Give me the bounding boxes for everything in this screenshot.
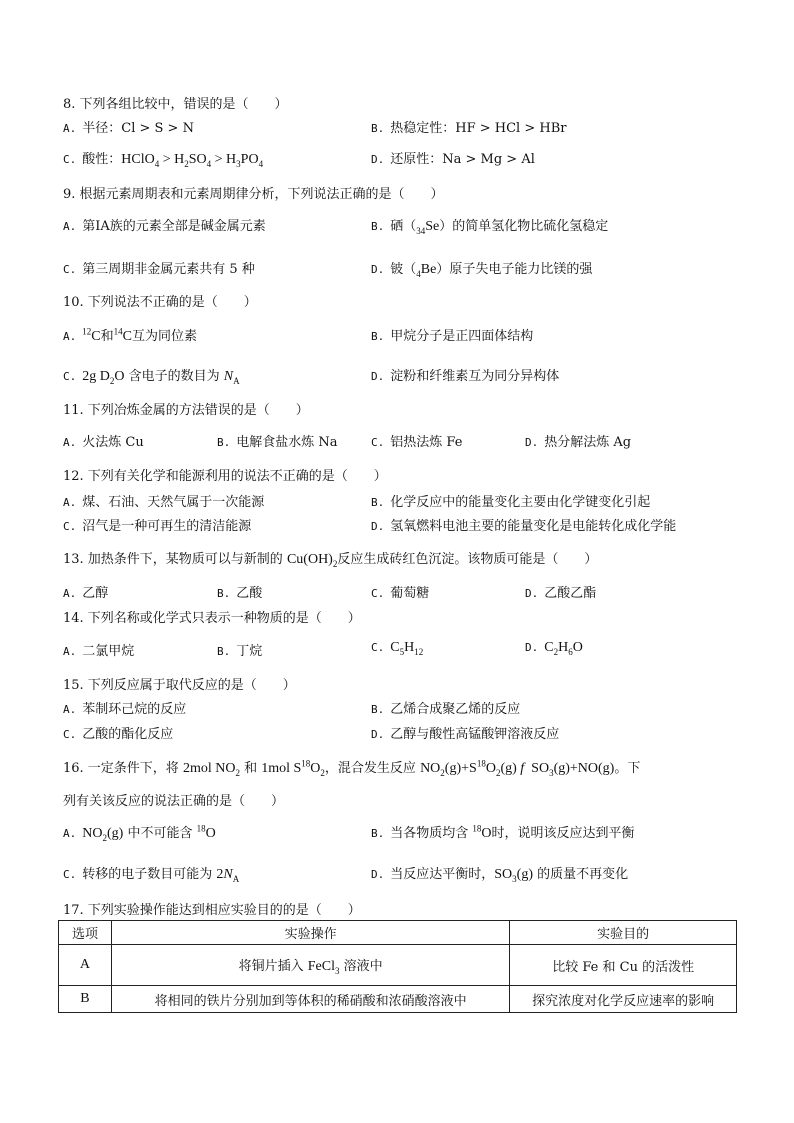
q16-option-d: D. 当反应达平衡时，$SO_3(g)$ 的质量不再变化	[371, 867, 629, 884]
q14-option-d: D. $C_2H_6O$	[525, 640, 583, 657]
q8-option-b: B. 热稳定性：HF > HCl > HBr	[371, 121, 567, 136]
q11-option-d: D. 热分解法炼 Ag	[525, 435, 632, 450]
question-11-stem: 11. 下列冶炼金属的方法错误的是（ ）	[63, 403, 309, 418]
q9-option-d: D. 铍$(_4Be)$原子失电子能力比镁的强	[371, 262, 593, 279]
q11-option-c: C. 铝热法炼 Fe	[371, 435, 463, 450]
row-option: B	[59, 986, 112, 1013]
q16-option-b: B. 当各物质均含 $^{18}$O时，说明该反应达到平衡	[371, 823, 635, 841]
q10-option-c: C. 2g $D_2O$ 含电子的数目为 $N_A$	[63, 369, 240, 386]
q12-option-c: C. 沼气是一种可再生的清洁能源	[63, 519, 252, 534]
row-operation: 将铜片插入 FeCl$_3$ 溶液中	[111, 945, 509, 986]
q15-option-a: A. 苯制环己烷的反应	[63, 702, 187, 717]
q8-option-c: C. 酸性：HClO$_4$ > $H_2SO_4 > H_3PO_4$	[63, 152, 264, 169]
question-14-stem: 14. 下列名称或化学式只表示一种物质的是（ ）	[63, 611, 361, 626]
table-row	[59, 945, 737, 986]
row-option: A	[59, 945, 112, 986]
q14-option-a: A. 二氯甲烷	[63, 644, 135, 659]
q8-option-d: D. 还原性：Na > Mg > Al	[371, 152, 535, 167]
q14-option-c: C. $C_5H_{12}$	[371, 640, 424, 657]
header-option: 选项	[59, 921, 112, 945]
row-operation: 将相同的铁片分别加到等体积的稀硝酸和浓硝酸溶液中	[111, 986, 509, 1013]
q13-option-c: C. 葡萄糖	[371, 586, 430, 601]
header-purpose: 实验目的	[510, 921, 737, 945]
row-purpose: 比较 Fe 和 Cu 的活泼性	[510, 945, 737, 986]
q12-option-b: B. 化学反应中的能量变化主要由化学键变化引起	[371, 495, 651, 510]
question-15-stem: 15. 下列反应属于取代反应的是（ ）	[63, 678, 296, 693]
q15-option-d: D. 乙醇与酸性高锰酸钾溶液反应	[371, 727, 560, 742]
q13-option-b: B. 乙酸	[217, 586, 263, 601]
experiment-table	[58, 920, 737, 1013]
q9-option-c: C. 第三周期非金属元素共有 5 种	[63, 262, 255, 277]
q10-option-a: A. $^{12}$C和$^{14}$C互为同位素	[63, 326, 197, 344]
question-8-stem: 8. 下列各组比较中，错误的是（ ）	[63, 97, 288, 112]
q9-option-b: B. 硒$(_{34}Se)$的简单氢化物比硫化氢稳定	[371, 219, 609, 236]
table-row	[59, 986, 737, 1013]
question-12-stem: 12. 下列有关化学和能源利用的说法不正确的是（ ）	[63, 469, 387, 484]
table-header-row	[59, 921, 737, 945]
row-purpose: 探究浓度对化学反应速率的影响	[510, 986, 737, 1013]
q13-option-a: A. 乙醇	[63, 586, 109, 601]
q16-option-c: C. 转移的电子数目可能为 $2N_A$	[63, 867, 240, 884]
q13-option-d: D. 乙酸乙酯	[525, 586, 597, 601]
q8-option-a: A. 半径：Cl > S > N	[63, 121, 194, 136]
q10-option-b: B. 甲烷分子是正四面体结构	[371, 329, 534, 344]
q10-option-d: D. 淀粉和纤维素互为同分异构体	[371, 369, 560, 384]
header-operation: 实验操作	[111, 921, 509, 945]
question-10-stem: 10. 下列说法不正确的是（ ）	[63, 295, 257, 310]
q15-option-b: B. 乙烯合成聚乙烯的反应	[371, 702, 521, 717]
question-16-stem: 16. 一定条件下，将 2mol $NO_2$ 和 1mol $S^{18}O_2$，混合发生反应 $NO_2(g)+S^{18}O_2(g)$ f $SO_3(g)+NO(g)$。下	[63, 758, 641, 778]
q11-option-a: A. 火法炼 Cu	[63, 435, 144, 450]
q12-option-a: A. 煤、石油、天然气属于一次能源	[63, 495, 265, 510]
question-13-stem: 13. 加热条件下，某物质可以与新制的 $Cu(OH)_2$反应生成砖红色沉淀。该物质可能是（ ）	[63, 552, 598, 569]
q14-option-b: B. 丁烷	[217, 644, 263, 659]
question-17-stem: 17. 下列实验操作能达到相应实验目的的是（ ）	[63, 903, 361, 918]
q11-option-b: B. 电解食盐水炼 Na	[217, 435, 338, 450]
q16-option-a: A. $NO_2(g)$ 中不可能含 $^{18}$O	[63, 823, 216, 843]
question-9-stem: 9. 根据元素周期表和元素周期律分析，下列说法正确的是（ ）	[63, 187, 444, 202]
q9-option-a: A. 第ⅠA族的元素全部是碱金属元素	[63, 219, 266, 234]
q12-option-d: D. 氢氧燃料电池主要的能量变化是电能转化成化学能	[371, 519, 677, 534]
question-16-stem-line2: 列有关该反应的说法正确的是（ ）	[63, 794, 285, 809]
q15-option-c: C. 乙酸的酯化反应	[63, 727, 174, 742]
